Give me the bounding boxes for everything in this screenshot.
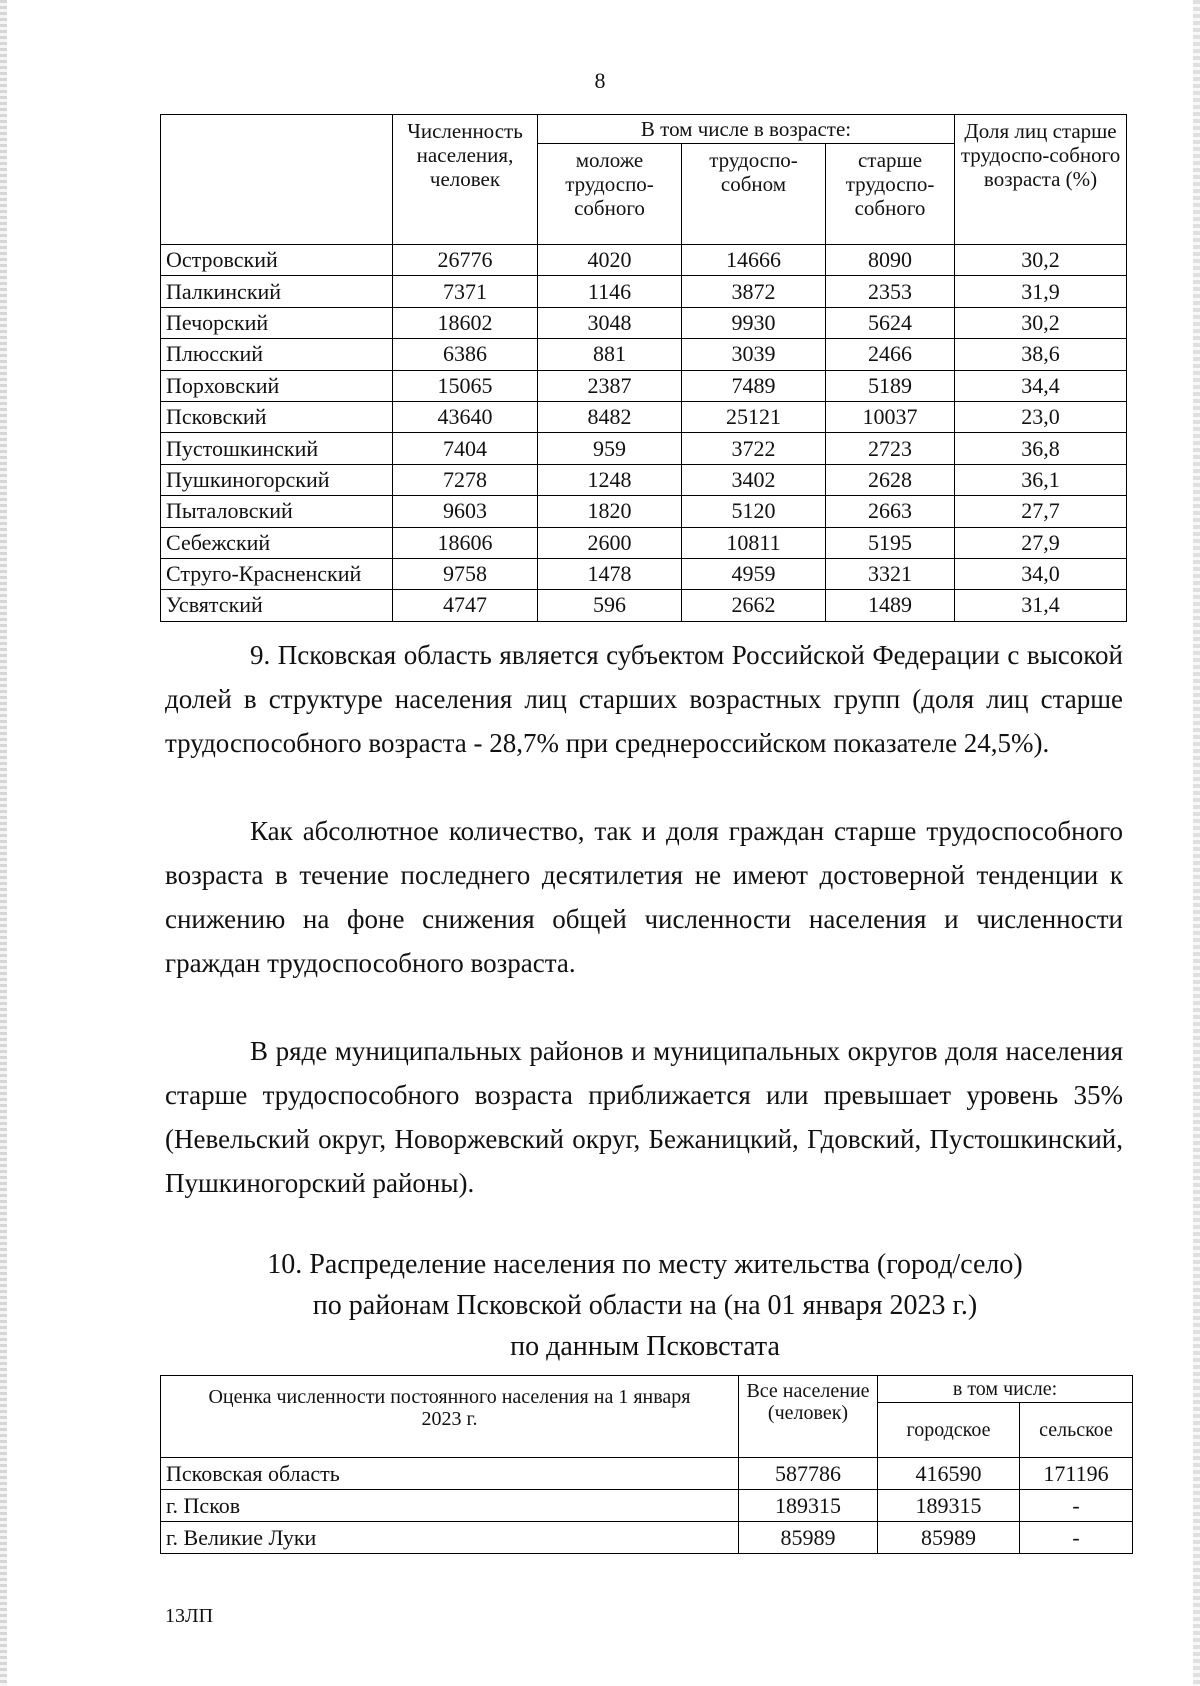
rural-header: сельское (1020, 1403, 1133, 1458)
table-row (161, 339, 1127, 370)
urban-header: городское (878, 1403, 1020, 1458)
paragraph-districts-35: В ряде муниципальных районов и муниципальных округов доля населения старше трудоспособного возраста приближается или превышает уровень 35% (Невельский округ, Новоржевский округ, Бежаницкий, Гдовский, Пустошкинский, Пушкиногорский районы). (165, 1036, 1123, 1198)
table2-title-line2: по районам Псковской области на (на 01 января 2023 г.) (312, 1290, 978, 1321)
younger-cell: 1478 (538, 558, 682, 589)
estimate-header: Оценка численности постоянного населения на 1 января 2023 г. (161, 1376, 739, 1458)
table-row (161, 590, 1127, 621)
rural-cell: 171196 (1020, 1458, 1133, 1490)
older-share-cell: 34,4 (955, 370, 1127, 401)
district-name: Струго-Красненский (161, 558, 393, 589)
population-cell: 15065 (393, 370, 538, 401)
table-row (161, 1490, 1133, 1522)
younger-cell: 4020 (538, 245, 682, 276)
younger-cell: 1820 (538, 496, 682, 527)
younger-cell: 881 (538, 339, 682, 370)
younger-cell: 1248 (538, 464, 682, 495)
older-share-cell: 30,2 (955, 245, 1127, 276)
table-row (161, 276, 1127, 307)
older-cell: 5189 (826, 370, 955, 401)
older-cell: 2723 (826, 433, 955, 464)
working-age-header: трудоспо-собном (682, 144, 826, 245)
working-age-cell: 4959 (682, 558, 826, 589)
working-age-cell: 2662 (682, 590, 826, 621)
older-share-cell: 31,9 (955, 276, 1127, 307)
district-name: Плюсский (161, 339, 393, 370)
table-row (161, 401, 1127, 432)
working-age-cell: 3872 (682, 276, 826, 307)
table-row (161, 527, 1127, 558)
district-name: Пушкиногорский (161, 464, 393, 495)
older-share-cell: 36,1 (955, 464, 1127, 495)
older-cell: 3321 (826, 558, 955, 589)
table-row (161, 558, 1127, 589)
table-row (161, 1458, 1133, 1490)
older-cell: 5624 (826, 307, 955, 338)
paragraph-elderly-trend: Как абсолютное количество, так и доля граждан старше трудоспособного возраста в течение последнего десятилетия не имеют достоверной тенденции к снижению на фоне снижения общей численности населения и численности граждан трудоспособного возраста. (165, 816, 1123, 978)
urban-cell: 189315 (878, 1490, 1020, 1522)
population-cell: 18606 (393, 527, 538, 558)
working-age-cell: 7489 (682, 370, 826, 401)
table-row (161, 307, 1127, 338)
older-share-cell: 27,7 (955, 496, 1127, 527)
population-cell: 9758 (393, 558, 538, 589)
younger-cell: 959 (538, 433, 682, 464)
table-row (161, 1522, 1133, 1554)
population-cell: 9603 (393, 496, 538, 527)
district-header-cell (161, 115, 393, 245)
table-row (161, 496, 1127, 527)
district-name: Пыталовский (161, 496, 393, 527)
older-share-header: Доля лиц старше трудоспо-собного возраста (%) (955, 115, 1127, 245)
older-share-cell: 34,0 (955, 558, 1127, 589)
urban-rural-table (160, 1375, 1133, 1554)
younger-header: моложе трудоспо-собного (538, 144, 682, 245)
table-row (161, 464, 1127, 495)
population-cell: 7371 (393, 276, 538, 307)
area-name: г. Псков (161, 1490, 739, 1522)
document-code: 13ЛП (165, 1605, 214, 1627)
population-cell: 26776 (393, 245, 538, 276)
table2-title-line1: 10. Распределение населения по месту жительства (город/село) (267, 1249, 1023, 1280)
older-cell: 2628 (826, 464, 955, 495)
table2-title-line3: по данным Псковстата (510, 1331, 780, 1362)
urban-cell: 416590 (878, 1458, 1020, 1490)
older-cell: 2466 (826, 339, 955, 370)
including-header: в том числе: (878, 1376, 1133, 1403)
working-age-cell: 3039 (682, 339, 826, 370)
total-population-cell: 587786 (739, 1458, 878, 1490)
population-cell: 6386 (393, 339, 538, 370)
working-age-cell: 25121 (682, 401, 826, 432)
older-share-cell: 31,4 (955, 590, 1127, 621)
younger-cell: 8482 (538, 401, 682, 432)
district-name: Усвятский (161, 590, 393, 621)
older-share-cell: 27,9 (955, 527, 1127, 558)
district-name: Островский (161, 245, 393, 276)
urban-cell: 85989 (878, 1522, 1020, 1554)
district-name: Печорский (161, 307, 393, 338)
older-cell: 2663 (826, 496, 955, 527)
working-age-cell: 10811 (682, 527, 826, 558)
working-age-cell: 3722 (682, 433, 826, 464)
population-cell: 43640 (393, 401, 538, 432)
district-name: Пустошкинский (161, 433, 393, 464)
population-cell: 18602 (393, 307, 538, 338)
older-share-cell: 23,0 (955, 401, 1127, 432)
total-population-header: Все население (человек) (739, 1376, 878, 1458)
rural-cell: - (1020, 1522, 1133, 1554)
population-cell: 7278 (393, 464, 538, 495)
age-structure-table (160, 114, 1127, 622)
working-age-cell: 14666 (682, 245, 826, 276)
working-age-cell: 9930 (682, 307, 826, 338)
younger-cell: 2387 (538, 370, 682, 401)
area-name: Псковская область (161, 1458, 739, 1490)
older-cell: 1489 (826, 590, 955, 621)
population-cell: 7404 (393, 433, 538, 464)
working-age-cell: 5120 (682, 496, 826, 527)
older-share-cell: 30,2 (955, 307, 1127, 338)
population-header: Численность населения, человек (393, 115, 538, 245)
population-cell: 4747 (393, 590, 538, 621)
total-population-cell: 85989 (739, 1522, 878, 1554)
district-name: Псковский (161, 401, 393, 432)
rural-cell: - (1020, 1490, 1133, 1522)
older-share-cell: 36,8 (955, 433, 1127, 464)
older-header: старше трудоспо-собного (826, 144, 955, 245)
paragraph-9: 9. Псковская область является субъектом Российской Федерации с высокой долей в структуре населения лиц старших возрастных групп (доля лиц старше трудоспособного возраста - 28,7% при среднероссийском показателе 24,5%). (165, 640, 1123, 758)
age-group-header: В том числе в возрасте: (538, 115, 955, 144)
district-name: Палкинский (161, 276, 393, 307)
district-name: Себежский (161, 527, 393, 558)
district-name: Порховский (161, 370, 393, 401)
scan-edge-left (0, 0, 7, 1686)
younger-cell: 596 (538, 590, 682, 621)
older-cell: 2353 (826, 276, 955, 307)
page-number: 8 (594, 68, 606, 93)
older-cell: 5195 (826, 527, 955, 558)
older-cell: 8090 (826, 245, 955, 276)
table-row (161, 433, 1127, 464)
scan-edge-right (1193, 0, 1200, 1686)
table-row (161, 370, 1127, 401)
table-row (161, 245, 1127, 276)
younger-cell: 1146 (538, 276, 682, 307)
total-population-cell: 189315 (739, 1490, 878, 1522)
older-share-cell: 38,6 (955, 339, 1127, 370)
older-cell: 10037 (826, 401, 955, 432)
area-name: г. Великие Луки (161, 1522, 739, 1554)
younger-cell: 2600 (538, 527, 682, 558)
working-age-cell: 3402 (682, 464, 826, 495)
younger-cell: 3048 (538, 307, 682, 338)
